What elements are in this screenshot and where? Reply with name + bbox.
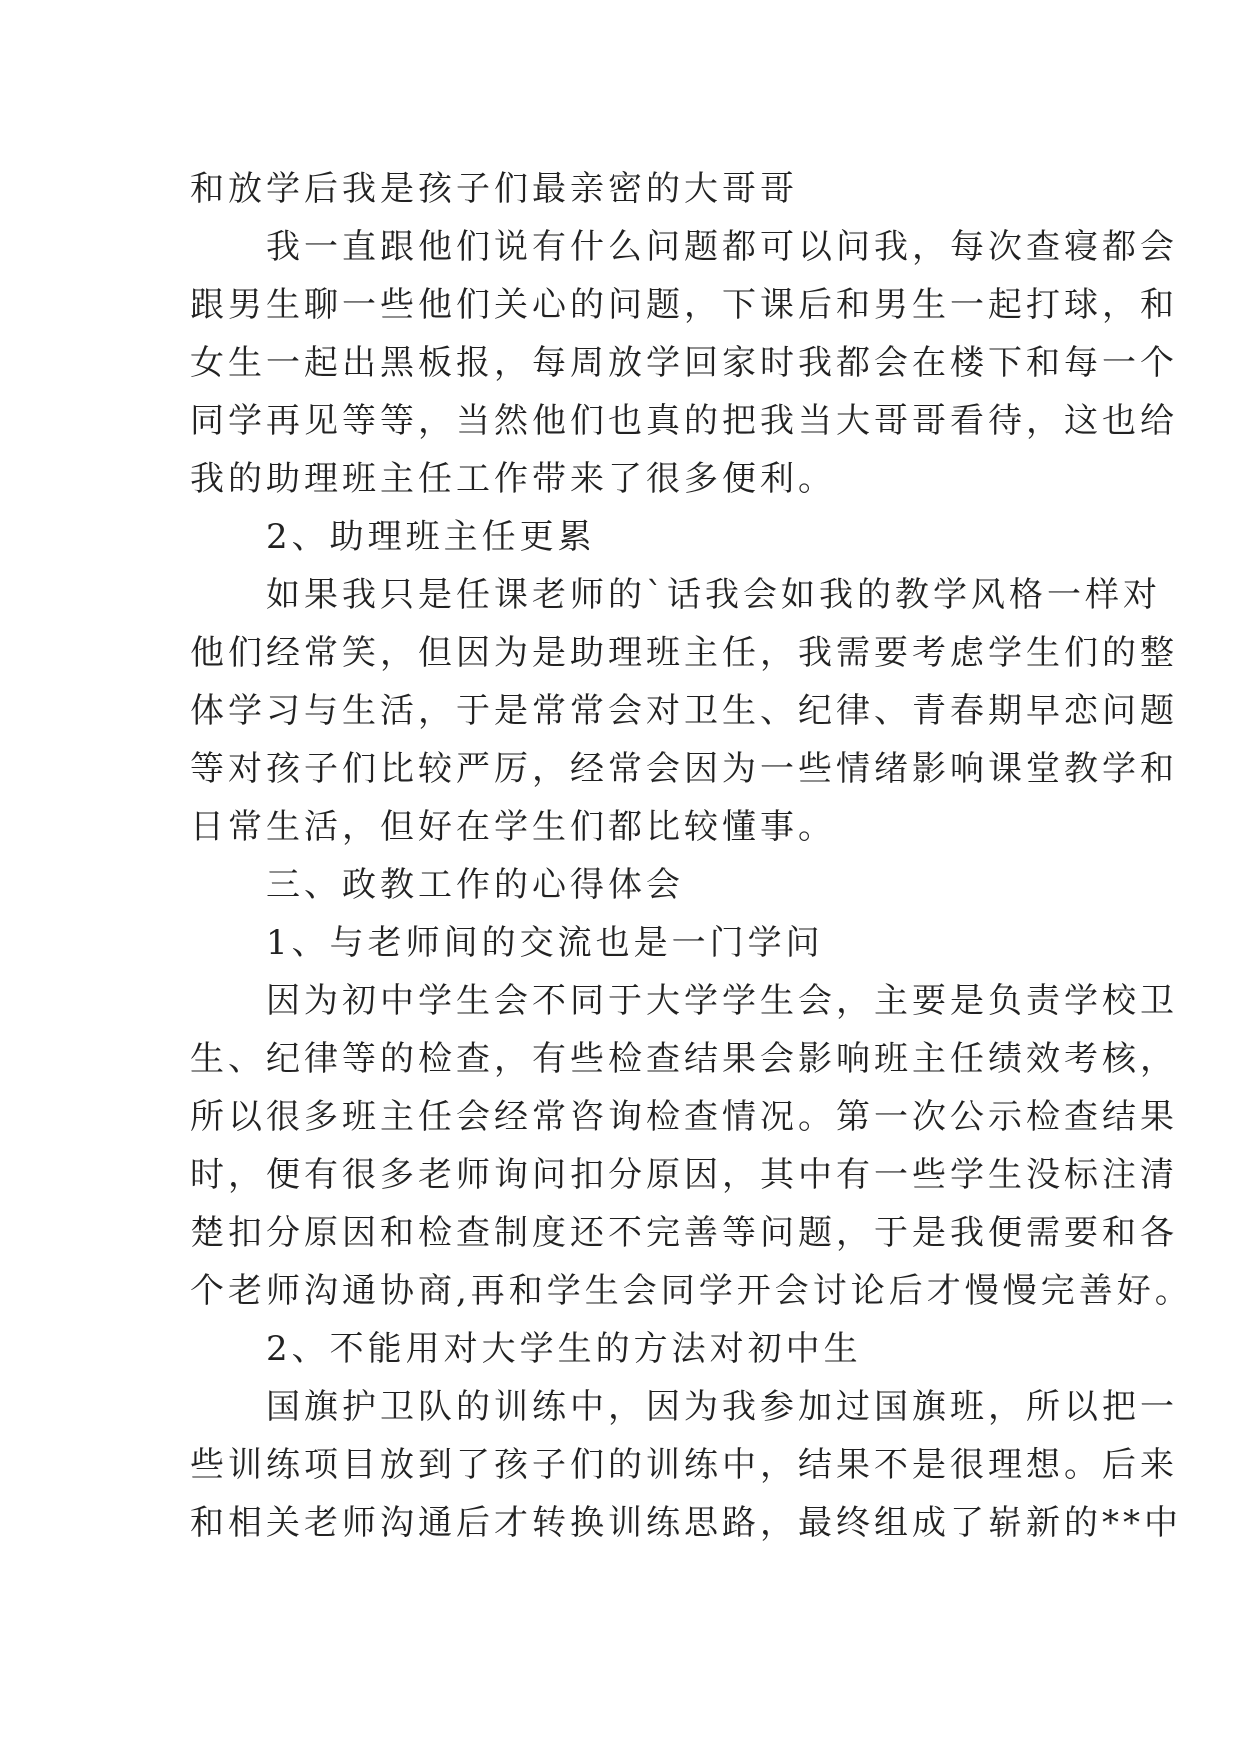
text-line: 我的助理班主任工作带来了很多便利。 [190, 459, 836, 499]
text-line: 我一直跟他们说有什么问题都可以问我，每次查寝都会 [266, 227, 1178, 267]
text-line: 同学再见等等，当然他们也真的把我当大哥哥看待，这也给 [190, 401, 1178, 441]
text-line: 和放学后我是孩子们最亲密的大哥哥 [190, 169, 798, 209]
text-line: 他们经常笑，但因为是助理班主任，我需要考虑学生们的整 [190, 633, 1178, 673]
text-line: 些训练项目放到了孩子们的训练中，结果不是很理想。后来 [190, 1445, 1178, 1485]
text-line: 等对孩子们比较严厉，经常会因为一些情绪影响课堂教学和 [190, 749, 1178, 789]
text-line: 日常生活，但好在学生们都比较懂事。 [190, 807, 836, 847]
text-line: 如果我只是任课老师的`话我会如我的教学风格一样对 [266, 575, 1161, 615]
text-line: 因为初中学生会不同于大学学生会，主要是负责学校卫 [266, 981, 1178, 1021]
text-line: 楚扣分原因和检查制度还不完善等问题，于是我便需要和各 [190, 1213, 1178, 1253]
text-line: 女生一起出黑板报，每周放学回家时我都会在楼下和每一个 [190, 343, 1178, 383]
text-line: 2、助理班主任更累 [266, 517, 596, 557]
text-line: 跟男生聊一些他们关心的问题，下课后和男生一起打球，和 [190, 285, 1178, 325]
text-line: 时，便有很多老师询问扣分原因，其中有一些学生没标注清 [190, 1155, 1178, 1195]
text-line: 国旗护卫队的训练中，因为我参加过国旗班，所以把一 [266, 1387, 1178, 1427]
text-line: 所以很多班主任会经常咨询检查情况。第一次公示检查结果 [190, 1097, 1178, 1137]
text-line: 体学习与生活，于是常常会对卫生、纪律、青春期早恋问题 [190, 691, 1178, 731]
text-line: 1、与老师间的交流也是一门学问 [266, 923, 824, 963]
text-line: 三、政教工作的心得体会 [266, 865, 684, 905]
text-line: 2、不能用对大学生的方法对初中生 [266, 1329, 862, 1369]
text-line: 生、纪律等的检查，有些检查结果会影响班主任绩效考核， [190, 1039, 1178, 1079]
document-page [190, 160, 1193, 1552]
document-body [190, 160, 1193, 1552]
text-line: 和相关老师沟通后才转换训练思路，最终组成了崭新的**中 [190, 1503, 1182, 1543]
text-line: 个老师沟通协商,再和学生会同学开会讨论后才慢慢完善好。 [190, 1271, 1193, 1311]
